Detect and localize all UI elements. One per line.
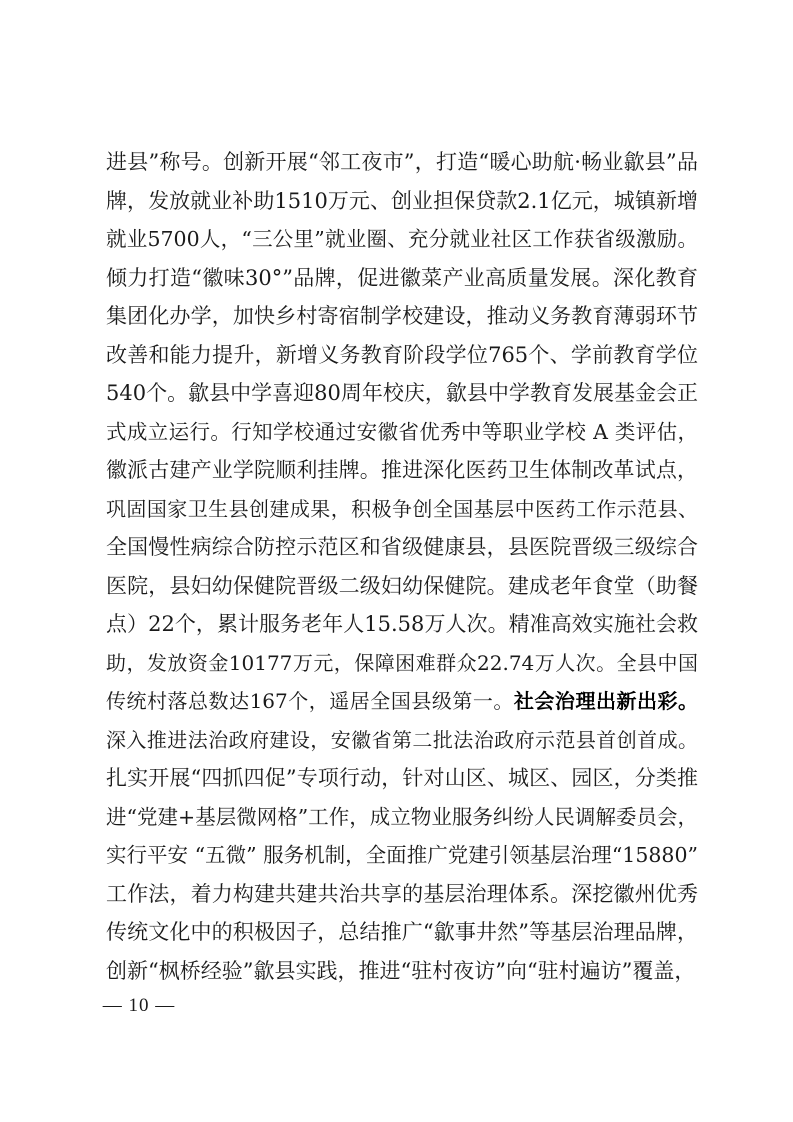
text-line-20: 工作法，着力构建共建共治共享的基层治理体系。深挖徽州优秀 bbox=[106, 881, 698, 906]
text-line-21: 传统文化中的积极因子，总结推广“歙事井然”等基层治理品牌， bbox=[106, 920, 698, 944]
text-line-14: 助，发放资金10177万元，保障困难群众22.74万人次。全县中国 bbox=[106, 650, 698, 675]
text-line-19: 实行平安 “五微” 服务机制，全面推广党建引领基层治理“15880” bbox=[106, 843, 698, 867]
text-line-1: 进县”称号。创新开展“邻工夜市”，打造“暖心助航·畅业歙县”品 bbox=[106, 150, 698, 174]
text-line-13: 点）22个，累计服务老年人15.58万人次。精准高效实施社会救 bbox=[106, 612, 698, 636]
text-line-7: 540个。歙县中学喜迎80周年校庆，歙县中学教育发展基金会正 bbox=[106, 381, 698, 405]
text-line-3: 就业5700人，“三公里”就业圈、充分就业社区工作获省级激励。 bbox=[106, 227, 698, 251]
text-line-10: 巩固国家卫生县创建成果，积极争创全国基层中医药工作示范县、 bbox=[106, 496, 698, 521]
section-heading-social-governance: 社会治理出新出彩。 bbox=[513, 689, 698, 713]
text-line-15 bbox=[106, 682, 698, 721]
text-line-8: 式成立运行。行知学校通过安徽省优秀中等职业学校 A 类评估， bbox=[106, 419, 698, 444]
page-number: — 10 — bbox=[102, 995, 176, 1016]
text-line-12: 医院，县妇幼保健院晋级二级妇幼保健院。建成老年食堂（助餐 bbox=[106, 573, 698, 598]
text-line-18: 进“党建+基层微网格”工作，成立物业服务纠纷人民调解委员会， bbox=[106, 804, 698, 829]
text-line-6: 改善和能力提升，新增义务教育阶段学位765个、学前教育学位 bbox=[106, 342, 698, 367]
text-line-5: 集团化办学，加快乡村寄宿制学校建设，推动义务教育薄弱环节 bbox=[106, 304, 698, 328]
text-line-11: 全国慢性病综合防控示范区和省级健康县，县医院晋级三级综合 bbox=[106, 535, 698, 559]
text-line-17: 扎实开展“四抓四促”专项行动，针对山区、城区、园区，分类推 bbox=[106, 766, 698, 790]
text-line-15-prefix: 传统村落总数达167个，遥居全国县级第一。 bbox=[106, 689, 514, 713]
text-line-2: 牌，发放就业补助1510万元、创业担保贷款2.1亿元，城镇新增 bbox=[106, 188, 698, 213]
text-line-9: 徽派古建产业学院顺利挂牌。推进深化医药卫生体制改革试点， bbox=[106, 458, 698, 482]
text-line-4: 倾力打造“徽味30°”品牌，促进徽菜产业高质量发展。深化教育 bbox=[106, 265, 698, 290]
text-line-16: 深入推进法治政府建设，安徽省第二批法治政府示范县首创首成。 bbox=[106, 727, 698, 752]
body-text bbox=[106, 143, 698, 990]
text-line-22: 创新“枫桥经验”歙县实践，推进“驻村夜访”向“驻村遍访”覆盖， bbox=[106, 958, 696, 983]
